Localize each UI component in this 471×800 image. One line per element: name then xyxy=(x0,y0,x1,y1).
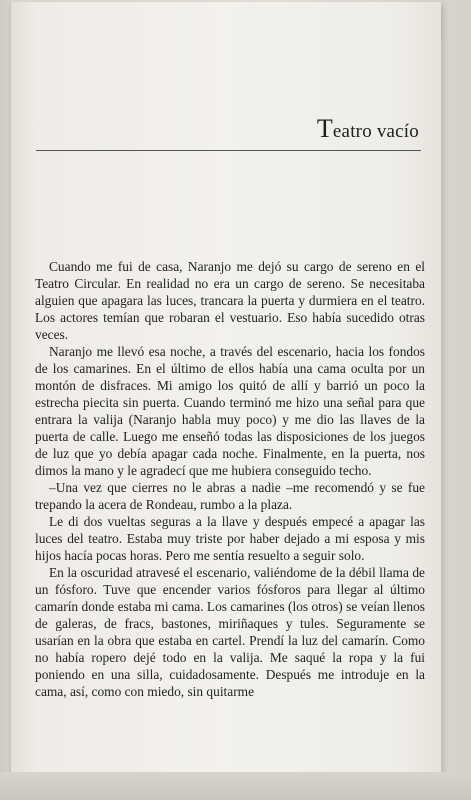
chapter-body xyxy=(35,258,425,700)
chapter-title-rest: eatro vacío xyxy=(332,121,419,142)
chapter-title xyxy=(317,114,419,144)
book-page xyxy=(10,2,441,772)
paragraph-3: –Una vez que cierres no le abras a nadie –me recomendó y se fue trepando la acera de Rondeau, rumbo a la plaza. xyxy=(35,480,425,512)
surface-below-page xyxy=(0,772,471,800)
paragraph-2: Naranjo me llevó esa noche, a través del escenario, hacia los fondos de los camarines. En el último de ellos había una cama oculta por un montón de disfraces. Mi amigo los quitó de allí y barrió un poco la estrecha piecita sin puerta. Cuando terminó me hizo una señal para que entrara la valija (Naranjo habla muy poco) y me dio las llaves de la puerta de calle. Luego me enseñó todas las disposiciones de los juegos de luz que yo debía apagar cada noche. Finalmente, en la puerta, nos dimos la mano y le agradecí que me hubiera conseguido techo. xyxy=(35,344,425,478)
chapter-title-initial: T xyxy=(316,114,333,143)
chapter-header xyxy=(36,110,421,151)
paragraph-4: Le di dos vueltas seguras a la llave y después empecé a apagar las luces del teatro. Estaba muy triste por haber dejado a mi esposa y mis hijos hacía pocas horas. Pero me sentía resuelto a seguir solo. xyxy=(35,514,425,563)
paragraph-1: Cuando me fui de casa, Naranjo me dejó su cargo de sereno en el Teatro Circular. En realidad no era un cargo de sereno. Se necesitaba alguien que apagara las luces, trancara la puerta y durmiera en el teatro. Los actores temían que robaran el vestuario. Eso había sucedido otras veces. xyxy=(35,259,425,342)
paragraph-5: En la oscuridad atravesé el escenario, valiéndome de la débil llama de un fósforo. Tuve que encender varios fósforos para llegar al último camarín donde estaba mi cama. Los camarines (los otros) se veían llenos de galeras, de fracs, bastones, miriñaques y tules. Seguramente se usarían en la obra que estaba en cartel. Prendí la luz del camarín. Como no había ropero dejé todo en la valija. Me saqué la ropa y la fui poniendo en una silla, cuidadosamente. Después me introduje en la cama, así, como con miedo, sin quitarme xyxy=(35,565,425,699)
